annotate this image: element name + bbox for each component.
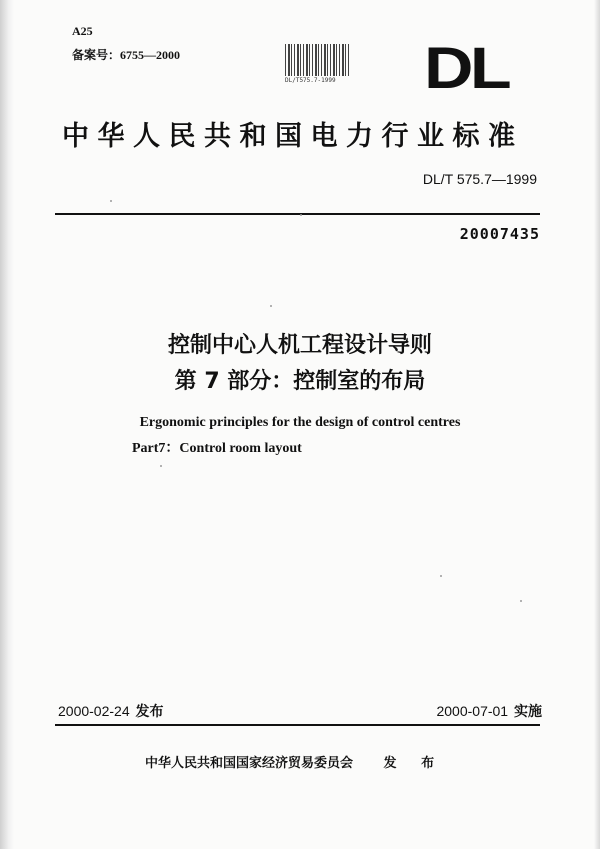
chinese-title-line-1: 控制中心人机工程设计导则 (167, 333, 432, 358)
issuing-authority (145, 752, 444, 771)
barcode (285, 44, 349, 84)
scan-speck (300, 214, 302, 216)
scan-speck (440, 575, 442, 577)
serial-number: 20007435 (459, 225, 540, 243)
issuer-name: 中华人民共和国国家经济贸易委员会 (145, 756, 354, 771)
classification-code: A25 (72, 24, 93, 38)
barcode-bars (285, 44, 349, 76)
scan-speck (520, 600, 522, 602)
header-divider (55, 213, 540, 215)
issue-date-value: 2000-02-24 (58, 703, 130, 719)
barcode-caption: DL/T575.7-1999 (285, 77, 336, 84)
dl-logo: DL (424, 36, 509, 101)
chinese-title-line-2: 第 7 部分：控制室的布局 (174, 369, 426, 394)
implementation-date-value: 2000-07-01 (436, 703, 509, 719)
standard-number: DL/T 575.7—1999 (422, 171, 537, 187)
standard-category-title: 中华人民共和国电力行业标准 (62, 121, 524, 152)
english-title-line-1: Ergonomic principles for the design of control centres (139, 415, 461, 430)
scan-speck (110, 200, 112, 202)
record-number: 备案号：6755—2000 (72, 48, 181, 62)
scan-speck (160, 465, 162, 467)
english-title-line-2: Part7：Control room layout (132, 441, 302, 456)
scan-speck (270, 305, 272, 307)
issue-date-label: 发布 (135, 703, 164, 719)
implementation-date (436, 701, 542, 721)
issue-date (58, 701, 164, 721)
publish-label: 发 布 (383, 756, 445, 771)
footer-divider (55, 724, 540, 726)
implementation-date-label: 实施 (514, 703, 542, 719)
